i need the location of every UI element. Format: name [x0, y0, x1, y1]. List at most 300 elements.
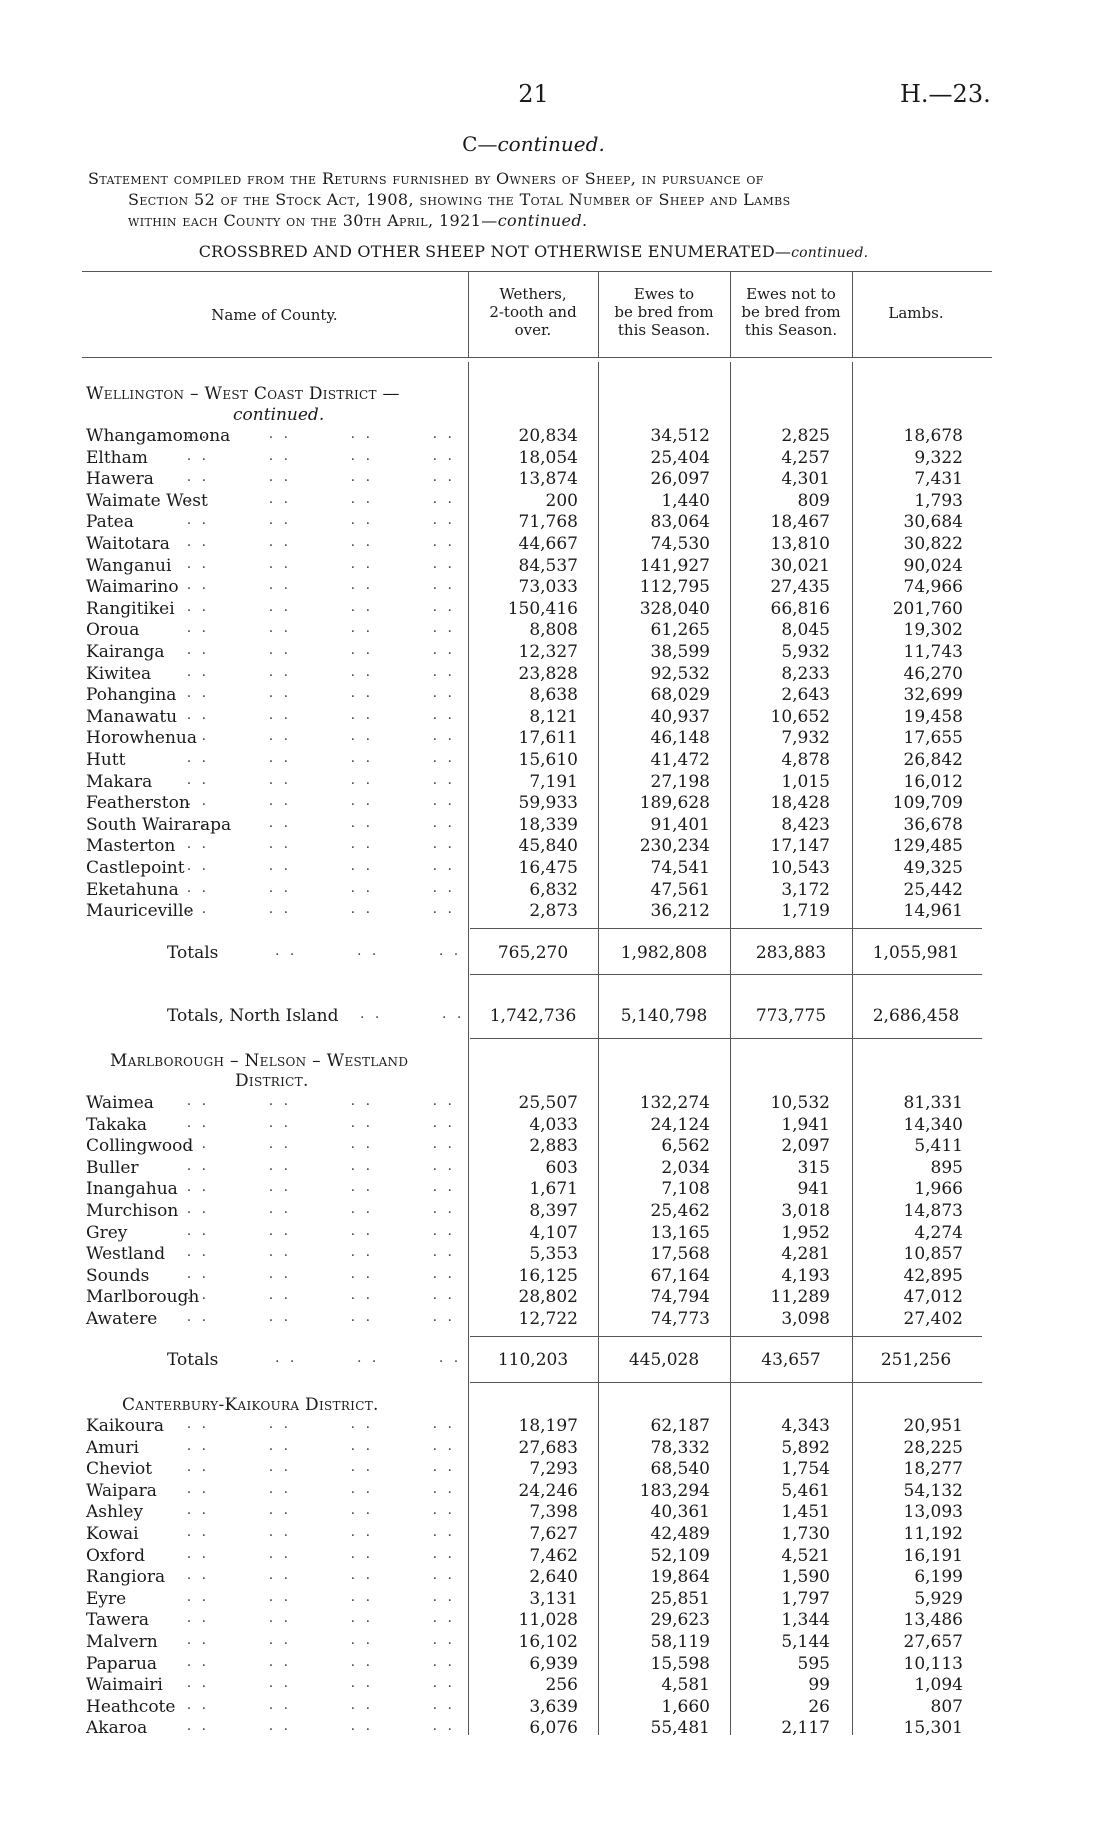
wethers-value: 1,671	[529, 1179, 578, 1200]
county-name: Takaka	[86, 1114, 148, 1135]
ewes-not-to-be-bred-value: 8,045	[781, 620, 830, 641]
leader-dots: . . . . . . . .	[186, 836, 455, 853]
subheading-italic: continued.	[791, 245, 869, 261]
ewes-not-to-be-bred-value: 13,810	[770, 534, 830, 554]
wethers-value: 7,462	[529, 1545, 578, 1566]
county-name: Manawatu	[86, 706, 178, 727]
totals-lambs: 1,055,981	[872, 943, 960, 963]
ewes-not-to-be-bred-value: 8,233	[781, 663, 830, 684]
county-name: Wanganui	[86, 555, 172, 576]
lambs-value: 1,966	[914, 1179, 963, 1200]
ewes-not-to-be-bred-value: 4,343	[781, 1416, 830, 1436]
leader-dots: . . . . . .	[275, 943, 462, 959]
table-row	[0, 448, 1114, 470]
leader-dots: . . . . . . . .	[186, 1114, 455, 1131]
county-name: Waimairi	[86, 1675, 163, 1696]
ewes-to-be-bred-value: 74,794	[650, 1287, 710, 1308]
county-name: Hutt	[86, 750, 126, 770]
ewes-to-be-bred-value: 112,795	[639, 577, 710, 598]
totals-wethers: 765,270	[497, 943, 569, 963]
ewes-not-to-be-bred-value: 18,428	[770, 793, 830, 814]
wethers-value: 18,054	[518, 447, 578, 468]
leader-dots: . . . . . . . .	[186, 1437, 455, 1454]
leader-dots: . . . . . . . .	[186, 706, 455, 723]
wethers-value: 603	[545, 1157, 578, 1178]
table-row	[0, 620, 1114, 642]
ewes-to-be-bred-value: 41,472	[650, 750, 710, 770]
header-line: be bred from	[614, 303, 714, 321]
table-row	[0, 772, 1114, 794]
ewes-not-to-be-bred-value: 5,461	[781, 1480, 830, 1501]
county-name: Waimate West	[86, 490, 208, 511]
county-name: Awatere	[86, 1309, 158, 1329]
ewes-not-to-be-bred-value: 941	[797, 1179, 830, 1200]
ewes-not-to-be-bred-value: 2,825	[781, 426, 830, 446]
lambs-value: 4,274	[914, 1222, 963, 1243]
county-name: Eyre	[86, 1588, 127, 1609]
leader-dots: . . . . . . . .	[186, 771, 455, 788]
table-row	[0, 1654, 1114, 1676]
ewes-not-to-be-bred-value: 1,754	[781, 1459, 830, 1480]
leader-dots: . . . . . . . .	[186, 1287, 455, 1304]
table-row	[0, 880, 1114, 902]
table-row	[0, 1632, 1114, 1654]
county-name: Masterton	[86, 836, 176, 857]
wethers-value: 84,537	[518, 555, 578, 576]
ewes-to-be-bred-value: 230,234	[639, 836, 710, 857]
leader-dots: . . . . . . . .	[186, 1696, 455, 1713]
table-row	[0, 750, 1114, 772]
wethers-value: 4,033	[529, 1114, 578, 1135]
ewes-to-be-bred-value: 25,851	[650, 1588, 710, 1609]
ewes-to-be-bred-value: 91,401	[650, 814, 710, 835]
subheading-text: CROSSBRED AND OTHER SHEEP NOT OTHERWISE ENUMERATED—	[198, 242, 792, 261]
table-row	[0, 642, 1114, 664]
table-row	[0, 1266, 1114, 1288]
county-name: Kiwitea	[86, 663, 152, 684]
leader-dots: . . . . . . . .	[186, 1244, 455, 1261]
leader-dots: . . . . . . . .	[186, 879, 455, 896]
ewes-to-be-bred-value: 1,440	[661, 490, 710, 511]
ewes-not-to-be-bred-value: 17,147	[770, 836, 830, 857]
leader-dots: . . . . . . . .	[186, 1588, 455, 1605]
ewes-not-to-be-bred-value: 5,144	[781, 1632, 830, 1652]
statement-line-3-wrap	[88, 210, 993, 231]
lambs-value: 19,302	[903, 620, 963, 641]
leader-dots: . . . . . . . .	[186, 1416, 455, 1432]
table-row	[0, 1524, 1114, 1546]
lambs-value: 14,340	[903, 1114, 963, 1135]
table-header-rule	[82, 357, 992, 358]
column-header-ewes-not-to-be-bred	[730, 285, 852, 339]
table-row	[0, 1115, 1114, 1137]
table-row	[0, 1502, 1114, 1524]
ewes-to-be-bred-value: 62,187	[650, 1416, 710, 1436]
column-header-ewes-to-be-bred	[598, 285, 730, 339]
lambs-value: 47,012	[903, 1287, 963, 1308]
county-name: Pohangina	[86, 685, 177, 706]
county-name: Paparua	[86, 1653, 158, 1674]
ewes-to-be-bred-value: 25,462	[650, 1201, 710, 1221]
lambs-value: 895	[930, 1157, 963, 1178]
leader-dots: . . . . . . . .	[186, 1222, 455, 1239]
ewes-to-be-bred-value: 61,265	[650, 620, 710, 641]
county-name: Amuri	[86, 1437, 139, 1458]
continued-italic: continued.	[497, 132, 605, 156]
lambs-value: 201,760	[892, 598, 963, 619]
totals-ewes-to-be-bred: 445,028	[628, 1350, 700, 1370]
county-name: Buller	[86, 1157, 139, 1178]
ewes-not-to-be-bred-value: 18,467	[770, 512, 830, 533]
leader-dots: . . . . . . . .	[186, 901, 455, 918]
header-line: 2-tooth and	[489, 303, 577, 321]
totals-rule	[470, 974, 982, 975]
lambs-value: 54,132	[903, 1480, 963, 1501]
table-top-rule	[82, 271, 992, 272]
leader-dots: . . . . . . . .	[186, 1502, 455, 1519]
lambs-value: 27,402	[903, 1309, 963, 1329]
wethers-value: 25,507	[518, 1093, 578, 1113]
table-row	[0, 815, 1114, 837]
ewes-not-to-be-bred-value: 2,643	[781, 685, 830, 706]
ewes-to-be-bred-value: 25,404	[650, 447, 710, 468]
leader-dots: . . . . . . . .	[186, 1093, 455, 1109]
table-subheading	[0, 242, 1067, 261]
lambs-value: 16,191	[903, 1545, 963, 1566]
county-name: Whangamomona	[86, 426, 231, 446]
table-row	[0, 534, 1114, 556]
leader-dots: . . . . . . . .	[186, 1480, 455, 1497]
wethers-value: 16,102	[518, 1632, 578, 1652]
leader-dots: . . . . . . . .	[186, 1610, 455, 1627]
wethers-value: 8,397	[529, 1201, 578, 1221]
lambs-value: 74,966	[903, 577, 963, 598]
county-name: Rangitikei	[86, 598, 175, 619]
county-name: Tawera	[86, 1610, 150, 1631]
totals-ewes-not-to-be-bred: 283,883	[755, 943, 827, 963]
leader-dots: . . . . . . . .	[186, 555, 455, 572]
lambs-value: 5,411	[914, 1136, 963, 1157]
ewes-not-to-be-bred-value: 4,193	[781, 1265, 830, 1286]
wethers-value: 6,832	[529, 879, 578, 900]
ewes-to-be-bred-value: 29,623	[650, 1610, 710, 1631]
lambs-value: 11,192	[903, 1524, 963, 1544]
ewes-to-be-bred-value: 55,481	[650, 1718, 710, 1739]
ewes-to-be-bred-value: 26,097	[650, 469, 710, 490]
lambs-value: 11,743	[903, 642, 963, 662]
lambs-value: 20,951	[903, 1416, 963, 1436]
ewes-not-to-be-bred-value: 1,015	[781, 771, 830, 792]
ewes-not-to-be-bred-value: 809	[797, 490, 830, 511]
north-island-label: Totals, North Island	[167, 1006, 339, 1026]
leader-dots: . . . . . . . .	[186, 1567, 455, 1584]
county-name: Kowai	[86, 1524, 139, 1544]
county-name: Sounds	[86, 1265, 150, 1286]
totals-wethers: 110,203	[497, 1350, 569, 1370]
county-name: Marlborough	[86, 1287, 200, 1308]
wethers-value: 7,627	[529, 1524, 578, 1544]
lambs-value: 81,331	[903, 1093, 963, 1113]
table-row	[0, 1416, 1114, 1438]
wethers-value: 2,883	[529, 1136, 578, 1157]
header-line: Ewes not to	[746, 285, 836, 303]
county-name: Mauriceville	[86, 901, 194, 922]
table-row	[0, 707, 1114, 729]
totals-label: Totals	[167, 1350, 219, 1370]
wethers-value: 17,611	[518, 728, 578, 749]
table-row	[0, 577, 1114, 599]
ewes-not-to-be-bred-value: 10,543	[770, 858, 830, 878]
leader-dots: . . . . . . . .	[186, 642, 455, 658]
wethers-value: 27,683	[518, 1437, 578, 1458]
table-row	[0, 1589, 1114, 1611]
ewes-to-be-bred-value: 132,274	[639, 1093, 710, 1113]
ewes-to-be-bred-value: 141,927	[639, 555, 710, 576]
ewes-to-be-bred-value: 67,164	[650, 1265, 710, 1286]
ewes-to-be-bred-value: 68,029	[650, 685, 710, 706]
lambs-value: 129,485	[892, 836, 963, 857]
ewes-not-to-be-bred-value: 1,451	[781, 1502, 830, 1523]
table-row	[0, 1697, 1114, 1719]
totals-ewes-to-be-bred: 1,982,808	[620, 943, 708, 963]
leader-dots: . . . . . . . .	[186, 663, 455, 680]
county-name: Eketahuna	[86, 879, 179, 900]
county-name: Cheviot	[86, 1459, 153, 1480]
district-heading-canterbury: Canterbury-Kaikoura District.	[122, 1395, 379, 1415]
leader-dots: . . . . . . . .	[186, 1718, 455, 1735]
ewes-to-be-bred-value: 58,119	[650, 1632, 710, 1652]
table-row	[0, 1287, 1114, 1309]
wethers-value: 3,131	[529, 1588, 578, 1609]
lambs-value: 807	[930, 1696, 963, 1717]
header-line: this Season.	[744, 321, 838, 339]
lambs-value: 25,442	[903, 879, 963, 900]
county-name: Murchison	[86, 1201, 179, 1221]
wethers-value: 12,327	[518, 642, 578, 662]
leader-dots: . . . . . . . .	[186, 1201, 455, 1217]
table-row	[0, 1546, 1114, 1568]
statement-line-3: within each County on the 30th April, 1921—	[128, 211, 498, 230]
wethers-value: 45,840	[518, 836, 578, 857]
totals-label: Totals	[167, 943, 219, 963]
county-name: Horowhenua	[86, 728, 198, 749]
leader-dots: . . . . . . . .	[186, 858, 455, 874]
lambs-value: 14,873	[903, 1201, 963, 1221]
district-heading-marlborough-line2: District.	[235, 1071, 309, 1091]
ewes-not-to-be-bred-value: 26	[808, 1696, 830, 1717]
lambs-value: 17,655	[903, 728, 963, 749]
north-island-ewes-not-to-be-bred: 773,775	[755, 1006, 827, 1026]
ewes-to-be-bred-value: 19,864	[650, 1567, 710, 1588]
wethers-value: 24,246	[518, 1480, 578, 1501]
county-name: South Wairarapa	[86, 814, 232, 835]
wethers-value: 18,339	[518, 814, 578, 835]
lambs-value: 18,277	[903, 1459, 963, 1480]
ewes-not-to-be-bred-value: 1,941	[781, 1114, 830, 1135]
ewes-not-to-be-bred-value: 8,423	[781, 814, 830, 835]
lambs-value: 7,431	[914, 469, 963, 490]
header-line: Wethers,	[499, 285, 567, 303]
lambs-value: 13,093	[903, 1502, 963, 1523]
lambs-value: 28,225	[903, 1437, 963, 1458]
ewes-to-be-bred-value: 6,562	[661, 1136, 710, 1157]
lambs-value: 30,684	[903, 512, 963, 533]
wethers-value: 71,768	[518, 512, 578, 533]
wethers-value: 12,722	[518, 1309, 578, 1329]
wethers-value: 4,107	[529, 1222, 578, 1243]
column-header-name: Name of County.	[211, 306, 338, 324]
ewes-not-to-be-bred-value: 10,652	[770, 706, 830, 727]
ewes-to-be-bred-value: 78,332	[650, 1437, 710, 1458]
table-row	[0, 1201, 1114, 1223]
wethers-value: 2,640	[529, 1567, 578, 1588]
county-name: Westland	[86, 1244, 166, 1265]
ewes-to-be-bred-value: 36,212	[650, 901, 710, 922]
lambs-value: 109,709	[892, 793, 963, 814]
lambs-value: 14,961	[903, 901, 963, 922]
lambs-value: 46,270	[903, 663, 963, 684]
county-name: Waipara	[86, 1480, 157, 1501]
ewes-to-be-bred-value: 183,294	[639, 1480, 710, 1501]
ewes-not-to-be-bred-value: 30,021	[770, 555, 830, 576]
header-line: this Season.	[617, 321, 711, 339]
lambs-value: 90,024	[903, 555, 963, 576]
wethers-value: 3,639	[529, 1696, 578, 1717]
county-name: Malvern	[86, 1632, 158, 1652]
ewes-not-to-be-bred-value: 3,098	[781, 1309, 830, 1329]
wethers-value: 8,638	[529, 685, 578, 706]
wethers-value: 44,667	[518, 534, 578, 554]
leader-dots: . . . . . . . .	[186, 1265, 455, 1282]
ewes-to-be-bred-value: 40,937	[650, 706, 710, 727]
lambs-value: 49,325	[903, 858, 963, 878]
ewes-to-be-bred-value: 52,109	[650, 1545, 710, 1566]
statement-line-2: Section 52 of the Stock Act, 1908, showing the Total Number of Sheep and Lambs	[128, 190, 791, 209]
table-row	[0, 1481, 1114, 1503]
ewes-not-to-be-bred-value: 2,097	[781, 1136, 830, 1157]
table-row	[0, 1179, 1114, 1201]
ewes-not-to-be-bred-value: 3,018	[781, 1201, 830, 1221]
leader-dots: . . . . . . . .	[186, 1179, 455, 1196]
ewes-to-be-bred-value: 83,064	[650, 512, 710, 533]
table-row	[0, 858, 1114, 880]
wethers-value: 7,398	[529, 1502, 578, 1523]
table-row	[0, 1567, 1114, 1589]
table-row	[0, 469, 1114, 491]
ewes-to-be-bred-value: 74,541	[650, 858, 710, 878]
ewes-to-be-bred-value: 38,599	[650, 642, 710, 662]
lambs-value: 32,699	[903, 685, 963, 706]
lambs-value: 13,486	[903, 1610, 963, 1631]
leader-dots: . . . . . . . .	[186, 1459, 455, 1476]
table-row	[0, 836, 1114, 858]
county-name: Eltham	[86, 447, 148, 468]
lambs-value: 1,793	[914, 490, 963, 511]
table-row	[0, 426, 1114, 448]
statement-line-1: Statement compiled from the Returns furnished by Owners of Sheep, in pursuance of	[88, 169, 764, 188]
county-name: Makara	[86, 771, 153, 792]
statement-line-3-italic: continued.	[497, 211, 588, 230]
lambs-value: 10,113	[903, 1653, 963, 1674]
lambs-value: 30,822	[903, 534, 963, 554]
ewes-to-be-bred-value: 42,489	[650, 1524, 710, 1544]
county-name: Waimea	[86, 1093, 154, 1113]
lambs-value: 5,929	[914, 1588, 963, 1609]
ewes-to-be-bred-value: 46,148	[650, 728, 710, 749]
county-name: Patea	[86, 512, 134, 533]
leader-dots: . . . . . . . .	[186, 490, 455, 507]
lambs-value: 18,678	[903, 426, 963, 446]
ewes-not-to-be-bred-value: 1,952	[781, 1222, 830, 1243]
lambs-value: 15,301	[903, 1718, 963, 1739]
table-row	[0, 1438, 1114, 1460]
document-reference: H.—23.	[900, 80, 991, 108]
wethers-value: 28,802	[518, 1287, 578, 1308]
ewes-not-to-be-bred-value: 11,289	[770, 1287, 830, 1308]
wethers-value: 7,191	[529, 771, 578, 792]
table-row	[0, 1675, 1114, 1697]
lambs-value: 1,094	[914, 1675, 963, 1696]
continued-heading	[0, 132, 1067, 156]
wethers-value: 18,197	[518, 1416, 578, 1436]
leader-dots: . . . . . . . .	[186, 1632, 455, 1648]
ewes-not-to-be-bred-value: 2,117	[781, 1718, 830, 1739]
county-name: Waimarino	[86, 577, 179, 598]
column-header-wethers	[468, 285, 598, 339]
table-row	[0, 1223, 1114, 1245]
table-row	[0, 664, 1114, 686]
table-row	[0, 1136, 1114, 1158]
ewes-to-be-bred-value: 92,532	[650, 663, 710, 684]
table-row	[0, 1158, 1114, 1180]
wethers-value: 6,076	[529, 1718, 578, 1739]
lambs-value: 10,857	[903, 1244, 963, 1265]
leader-dots: . . . . . . . .	[186, 1157, 455, 1174]
ewes-not-to-be-bred-value: 27,435	[770, 577, 830, 598]
leader-dots: . . . . . . . .	[186, 1545, 455, 1562]
header-line: over.	[514, 321, 552, 339]
lambs-value: 27,657	[903, 1632, 963, 1652]
leader-dots: . . . . . . . .	[186, 598, 455, 615]
wethers-value: 20,834	[518, 426, 578, 446]
ewes-not-to-be-bred-value: 5,932	[781, 642, 830, 662]
ewes-not-to-be-bred-value: 1,730	[781, 1524, 830, 1544]
wethers-value: 11,028	[518, 1610, 578, 1631]
ewes-to-be-bred-value: 68,540	[650, 1459, 710, 1480]
leader-dots: . . . . . . . .	[186, 1136, 455, 1153]
table-row	[0, 599, 1114, 621]
ewes-not-to-be-bred-value: 315	[797, 1157, 830, 1178]
county-name: Rangiora	[86, 1567, 166, 1588]
table-row	[0, 1610, 1114, 1632]
ewes-not-to-be-bred-value: 66,816	[770, 598, 830, 619]
leader-dots: . . . . . . . .	[186, 728, 455, 745]
ewes-to-be-bred-value: 15,598	[650, 1653, 710, 1674]
leader-dots: . . . . . . . .	[186, 1653, 455, 1670]
wethers-value: 2,873	[529, 901, 578, 922]
ewes-not-to-be-bred-value: 4,257	[781, 447, 830, 468]
totals-rule	[470, 1038, 982, 1039]
table-row	[0, 901, 1114, 923]
column-header-lambs: Lambs.	[888, 304, 944, 322]
leader-dots: . . . . . . . .	[186, 534, 455, 550]
county-name: Inangahua	[86, 1179, 178, 1200]
ewes-to-be-bred-value: 34,512	[650, 426, 710, 446]
lambs-value: 9,322	[914, 447, 963, 468]
ewes-to-be-bred-value: 40,361	[650, 1502, 710, 1523]
wethers-value: 256	[545, 1675, 578, 1696]
leader-dots: . . . . . .	[275, 1350, 462, 1366]
